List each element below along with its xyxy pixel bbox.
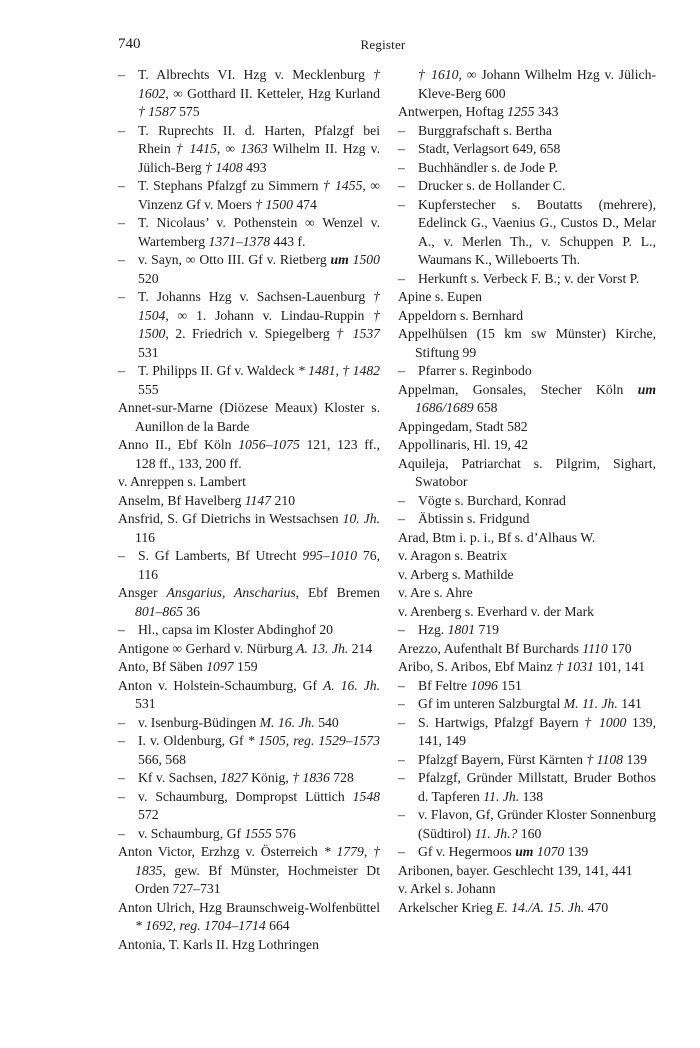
index-subentry: – Herkunft s. Verbeck F. B.; v. der Vorst P. [398,270,656,289]
index-subentry: – T. Albrechts VI. Hzg v. Mecklenburg † 1602, ∞ Gotthard II. Ketteler, Hzg Kurland † 1587 575 [118,66,380,122]
index-entry: Annet-sur-Marne (Diözese Meaux) Kloster s. Aunillon de la Barde [118,400,380,434]
index-entry: Anton Victor, Erzhzg v. Österreich * 1779, † 1835, gew. Bf Münster, Hochmeister Dt Orden 727–731 [118,844,381,896]
page-header [118,36,648,58]
index-subentry: – Pfarrer s. Reginbodo [398,362,656,381]
index-subentry: – Pfalzgf Bayern, Fürst Kärnten † 1108 139 [398,751,656,770]
index-entry: Antonia, T. Karls II. Hzg Lothringen [118,936,319,952]
index-subentry: – v. Flavon, Gf, Gründer Kloster Sonnenburg (Südtirol) 11. Jh.? 160 [398,806,656,843]
index-entry: v. Anreppen s. Lambert [118,474,246,489]
index-subentry: – T. Stephans Pfalzgf zu Simmern † 1455, ∞ Vinzenz Gf v. Moers † 1500 474 [118,177,380,214]
index-subentry: – v. Schaumburg, Gf 1555 576 [118,825,380,844]
index-subentry: – Bf Feltre 1096 151 [398,677,656,696]
index-entry: v. Aragon s. Beatrix [398,548,507,563]
index-subentry: – Hl., capsa im Kloster Abdinghof 20 [118,621,380,640]
index-subentry: – Stadt, Verlagsort 649, 658 [398,140,656,159]
running-head: Register [360,37,406,52]
index-entry: Arkelscher Krieg E. 14./A. 15. Jh. 470 [398,899,609,915]
index-subentry: – Gf im unteren Salzburgtal M. 11. Jh. 141 [398,695,656,714]
index-entry: v. Are s. Ahre [398,585,473,600]
index-subentry: – v. Schaumburg, Dompropst Lüttich 1548 572 [118,788,380,825]
index-entry: Aquileja, Patriarchat s. Pilgrim, Sighart, Swatobor [398,455,656,489]
index-entry: Antwerpen, Hoftag 1255 343 [398,104,559,119]
index-subentry: – T. Johanns Hzg v. Sachsen-Lauenburg † 1504, ∞ 1. Johann v. Lindau-Ruppin † 1500, 2. Friedrich v. Spiegelberg † 1537 531 [118,288,380,362]
index-subentry: – Buchhändler s. de Jode P. [398,159,656,178]
index-entry: v. Arberg s. Mathilde [398,566,514,582]
index-entry: Anton v. Holstein-Schaumburg, Gf A. 16. Jh. 531 [118,677,380,711]
index-entry: † 1610, ∞ Johann Wilhelm Hzg v. Jülich-Kleve-Berg 600 [418,67,656,101]
index-entry: Appeldorn s. Bernhard [398,307,524,323]
index-entry: Anselm, Bf Havelberg 1147 210 [118,492,296,508]
index-subentry: – T. Ruprechts II. d. Harten, Pfalzgf bei Rhein † 1415, ∞ 1363 Wilhelm II. Hzg v. Jülich-Berg † 1408 493 [118,122,380,178]
index-subentry: – Vögte s. Burchard, Konrad [398,492,656,511]
index-subentry: – v. Isenburg-Büdingen M. 16. Jh. 540 [118,714,380,733]
index-entry: Arezzo, Aufenthalt Bf Burchards 1110 170 [398,640,632,656]
index-entry: Appingedam, Stadt 582 [398,418,528,434]
index-entry: Anno II., Ebf Köln 1056–1075 121, 123 ff., 128 ff., 133, 200 ff. [118,437,381,471]
index-subentry: – Äbtissin s. Fridgund [398,510,656,529]
index-subentry: – I. v. Oldenburg, Gf * 1505, reg. 1529–1573 566, 568 [118,732,380,769]
index-entry: Arad, Btm i. p. i., Bf s. d’Alhaus W. [398,529,596,545]
index-entry: Aribo, S. Aribos, Ebf Mainz † 1031 101, 141 [398,659,646,674]
index-subentry: – Pfalzgf, Gründer Millstatt, Bruder Bothos d. Tapferen 11. Jh. 138 [398,769,656,806]
index-entry: Appollinaris, Hl. 19, 42 [398,437,529,452]
index-subentry: – Gf v. Hegermoos um 1070 139 [398,843,656,862]
index-column-left [118,66,380,954]
index-entry: Appelhülsen (15 km sw Münster) Kirche, Stiftung 99 [398,326,656,360]
index-entry: v. Arenberg s. Everhard v. der Mark [398,603,594,619]
index-entry: Appelman, Gonsales, Stecher Köln um 1686/1689 658 [398,381,656,415]
index-entry: Ansger Ansgarius, Anscharius, Ebf Bremen 801–865 36 [118,585,380,619]
index-entry: Ansfrid, S. Gf Dietrichs in Westsachsen 10. Jh. 116 [118,511,380,545]
index-column-right [398,66,656,917]
index-subentry: – T. Philipps II. Gf v. Waldeck * 1481, † 1482 555 [118,362,380,399]
index-subentry: – v. Sayn, ∞ Otto III. Gf v. Rietberg um 1500 520 [118,251,380,288]
index-subentry: – Kupferstecher s. Boutatts (mehrere), Edelinck G., Vaenius G., Custos D., Melar A., v. Merlen Th., v. Schuppen P. L., Waumans K., Willeboerts Th. [398,196,656,270]
index-entry: Aribonen, bayer. Geschlecht 139, 141, 441 [398,862,633,878]
index-entry: Antigone ∞ Gerhard v. Nürburg A. 13. Jh. 214 [118,640,373,656]
index-subentry: – Drucker s. de Hollander C. [398,177,656,196]
page-number: 740 [118,36,141,52]
index-subentry: – Hzg. 1801 719 [398,621,656,640]
index-entry: Apine s. Eupen [398,289,483,304]
index-subentry: – Kf v. Sachsen, 1827 König, † 1836 728 [118,769,380,788]
index-subentry: – Burggrafschaft s. Bertha [398,122,656,141]
index-subentry: – S. Gf Lamberts, Bf Utrecht 995–1010 76, 116 [118,547,380,584]
index-subentry: – T. Nicolaus’ v. Pothenstein ∞ Wenzel v. Wartemberg 1371–1378 443 f. [118,214,380,251]
index-subentry: – S. Hartwigs, Pfalzgf Bayern † 1000 139, 141, 149 [398,714,656,751]
index-entry: Anto, Bf Säben 1097 159 [118,659,258,674]
index-entry: v. Arkel s. Johann [398,881,496,896]
index-entry: Anton Ulrich, Hzg Braunschweig-Wolfenbüttel * 1692, reg. 1704–1714 664 [118,899,380,933]
